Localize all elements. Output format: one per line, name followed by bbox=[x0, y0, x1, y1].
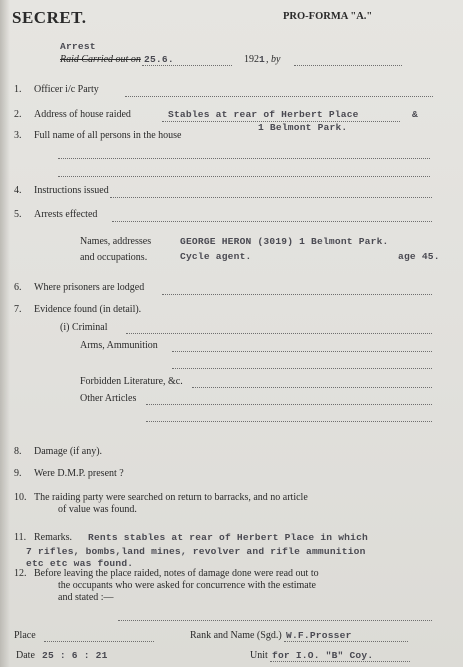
date-label: Date bbox=[16, 650, 35, 661]
names-label: Full name of all persons in the house bbox=[34, 130, 182, 141]
secret-heading: SECRET. bbox=[12, 8, 87, 27]
arms-line-2 bbox=[172, 368, 432, 369]
raid-year-digit: 1 bbox=[259, 54, 265, 65]
remarks-label: Remarks. bbox=[34, 532, 73, 543]
statement-line bbox=[118, 620, 432, 621]
item-12-number: 12. bbox=[14, 568, 27, 579]
item-10-number: 10. bbox=[14, 492, 27, 503]
item-4-number: 4. bbox=[14, 185, 22, 196]
arms-line-1 bbox=[172, 351, 432, 352]
names-addresses-label: Names, addresses bbox=[80, 236, 152, 247]
unit-value: for I.O. "B" Coy. bbox=[272, 650, 374, 661]
address-value-1: Stables at rear of Herbert Place bbox=[168, 109, 359, 120]
other-articles-line-2 bbox=[146, 421, 432, 422]
prisoners-line bbox=[162, 294, 432, 295]
rank-value: W.F.Prosser bbox=[286, 630, 352, 641]
item-2-number: 2. bbox=[14, 109, 22, 120]
raid-year-prefix: 192 bbox=[244, 54, 259, 65]
place-line bbox=[44, 641, 154, 642]
before-text-1: Before leaving the place raided, notes of damage done were read out to bbox=[34, 568, 319, 579]
raid-carried-out-label: Raid Carried out on bbox=[60, 54, 141, 65]
instructions-line bbox=[110, 197, 432, 198]
item-7-number: 7. bbox=[14, 304, 22, 315]
names-line-2 bbox=[58, 176, 430, 177]
before-text-3: and stated :— bbox=[58, 592, 114, 603]
arms-label: Arms, Ammunition bbox=[80, 340, 158, 351]
rank-label: Rank and Name (Sgd.) bbox=[190, 630, 282, 641]
address-ampersand: & bbox=[412, 109, 418, 120]
officer-label: Officer i/c Party bbox=[34, 84, 99, 95]
names-line-1 bbox=[58, 158, 430, 159]
proforma-heading: PRO-FORMA "A." bbox=[283, 11, 373, 22]
searched-text-2: of value was found. bbox=[58, 504, 137, 515]
evidence-label: Evidence found (in detail). bbox=[34, 304, 142, 315]
place-label: Place bbox=[14, 630, 36, 641]
instructions-label: Instructions issued bbox=[34, 185, 109, 196]
other-articles-label: Other Articles bbox=[80, 393, 137, 404]
unit-line bbox=[270, 661, 410, 662]
literature-line bbox=[192, 387, 432, 388]
raid-date-line bbox=[142, 65, 232, 66]
address-value-2: 1 Belmont Park. bbox=[258, 122, 348, 133]
item-6-number: 6. bbox=[14, 282, 22, 293]
searched-text-1: The raiding party were searched on return to barracks, and no article bbox=[34, 492, 308, 503]
officer-line bbox=[125, 96, 433, 97]
item-1-number: 1. bbox=[14, 84, 22, 95]
remarks-text-2: 7 rifles, bombs,land mines, revolver and rifle ammunition bbox=[26, 546, 366, 557]
address-label: Address of house raided bbox=[34, 109, 131, 120]
page-fold-shadow bbox=[0, 0, 10, 667]
item-3-number: 3. bbox=[14, 130, 22, 141]
criminal-line bbox=[126, 333, 432, 334]
damage-label: Damage (if any). bbox=[34, 446, 103, 457]
literature-label: Forbidden Literature, &c. bbox=[80, 376, 183, 387]
item-11-number: 11. bbox=[14, 532, 27, 543]
age-value: age 45. bbox=[398, 251, 440, 262]
item-5-number: 5. bbox=[14, 209, 22, 220]
dmp-label: Were D.M.P. present ? bbox=[34, 468, 124, 479]
arrested-person-value: GEORGE HERON (3019) 1 Belmont Park. bbox=[180, 236, 389, 247]
remarks-text-3: etc etc was found. bbox=[26, 558, 134, 569]
prisoners-label: Where prisoners are lodged bbox=[34, 282, 145, 293]
raid-date-value: 25.6. bbox=[144, 54, 174, 65]
occupation-value: Cycle agent. bbox=[180, 251, 252, 262]
criminal-label: (i) Criminal bbox=[60, 322, 108, 333]
item-9-number: 9. bbox=[14, 468, 22, 479]
unit-label: Unit bbox=[250, 650, 268, 661]
raid-by-line bbox=[294, 65, 402, 66]
item-8-number: 8. bbox=[14, 446, 22, 457]
remarks-text-1: Rents stables at rear of Herbert Place in which bbox=[88, 532, 368, 543]
other-articles-line-1 bbox=[146, 404, 432, 405]
arrests-line bbox=[112, 221, 432, 222]
arrest-annotation: Arrest bbox=[60, 41, 96, 52]
occupations-label: and occupations. bbox=[80, 252, 148, 263]
date-value: 25 : 6 : 21 bbox=[42, 650, 108, 661]
before-text-2: the occupants who were asked for concurrence with the estimate bbox=[58, 580, 316, 591]
arrests-label: Arrests effected bbox=[34, 209, 98, 220]
rank-line bbox=[284, 641, 408, 642]
raid-by-label: , by bbox=[266, 54, 281, 65]
